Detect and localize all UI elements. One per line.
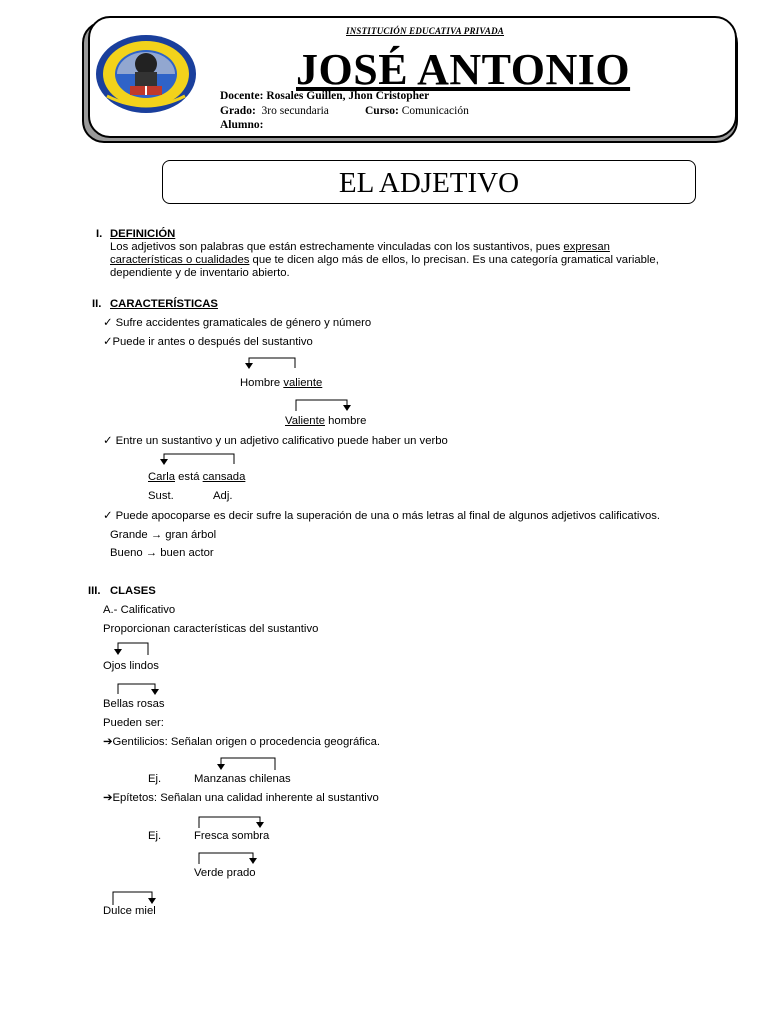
example-bellas-rosas: Bellas rosas [103,698,165,710]
course-value: Comunicación [401,105,469,117]
definition-line-2 [110,254,659,267]
section-1-number: I. [96,228,103,240]
definition-line-1-text: Los adjetivos son palabras que están estrechamente vinculadas con los sustantivos, pues [110,241,561,253]
title-box [162,160,696,204]
school-name: JOSÉ ANTONIO [296,45,631,94]
school-logo [95,34,197,114]
example-noun-carla: Carla [148,471,175,483]
grade-row [220,105,329,117]
document-title: EL ADJETIVO [338,167,520,199]
label-sust: Sust. [148,490,174,502]
arrow-bellas-to-rosas [116,682,162,696]
teacher-row [220,90,429,102]
grade-value: 3ro secundaria [261,105,329,117]
section-2-number: II. [92,298,102,310]
example-fresca-sombra: Fresca sombra [194,830,270,842]
example-verb-esta: está [178,471,200,483]
example-dulce-miel: Dulce miel [103,905,156,917]
ej-label-1: Ej. [148,773,162,785]
section-2-heading: CARACTERÍSTICAS [110,298,218,310]
definition-line-1-underlined: expresan [563,241,610,253]
gentilicios-definition: ➔Gentilicios: Señalan origen o procedencia geográfica. [103,736,380,748]
definition-line-2-underlined: características o cualidades [110,254,250,266]
arrow-lindos-to-ojos [113,641,153,657]
characteristic-1: ✓ Sufre accidentes gramaticales de género y número [103,317,372,329]
definition-line-1 [110,241,610,254]
class-a-title: A.- Calificativo [103,604,176,616]
class-a-description: Proporcionan características del sustantivo [103,623,319,635]
institution-type: INSTITUCIÓN EDUCATIVA PRIVADA [346,26,505,36]
characteristic-3: ✓ Entre un sustantivo y un adjetivo calificativo puede haber un verbo [103,435,448,447]
example-adj-valiente: valiente [283,377,323,389]
example-noun-hombre: Hombre [240,377,281,389]
example-hombre-valiente [240,377,322,390]
definition-line-2-text: que te dicen algo más de ellos, lo precisan. Es una categoría gramatical variable, [252,254,659,266]
pueden-ser: Pueden ser: [103,717,164,729]
arrow-verde-to-prado [197,850,261,866]
arrow-chilenas-to-manzanas [216,756,280,772]
example-adj-cansada: cansada [202,471,246,483]
arrow-valiente-to-hombre-2 [294,397,356,413]
example-valiente-hombre [285,415,366,428]
section-3-number: III. [88,585,101,597]
section-1-heading: DEFINICIÓN [110,228,176,240]
arrow-fresca-to-sombra [197,814,267,830]
course-label: Curso: [365,105,399,117]
apocope-example-2: Bueno → buen actor [110,547,214,559]
teacher-value: Rosales Guillen, Jhon Cristopher [266,90,430,102]
ej-label-2: Ej. [148,830,162,842]
arrow-valiente-to-hombre [244,356,300,370]
example-manzanas-chilenas: Manzanas chilenas [194,773,291,785]
example-adj-valiente-2: Valiente [285,415,325,427]
example-ojos-lindos: Ojos lindos [103,660,159,672]
section-3-heading: CLASES [110,585,156,597]
course-row [365,105,469,117]
example-noun-hombre-2: hombre [328,415,367,427]
definition-line-3: dependiente y de inventario abierto. [110,267,290,279]
apocope-example-1: Grande → gran árbol [110,529,217,541]
example-verde-prado: Verde prado [194,867,256,879]
arrow-cansada-to-carla [159,452,239,466]
teacher-label: Docente: [220,90,264,102]
epitetos-definition: ➔Epítetos: Señalan una calidad inherente al sustantivo [103,792,379,804]
student-row [220,119,263,131]
student-label: Alumno: [220,119,264,131]
label-adj: Adj. [213,490,233,502]
characteristic-2: ✓Puede ir antes o después del sustantivo [103,336,313,348]
characteristic-4: ✓ Puede apocoparse es decir sufre la superación de una o más letras al final de algunos adjetivos calificativos. [103,510,661,522]
example-carla-cansada [148,471,245,484]
grade-label: Grado: [220,105,256,117]
